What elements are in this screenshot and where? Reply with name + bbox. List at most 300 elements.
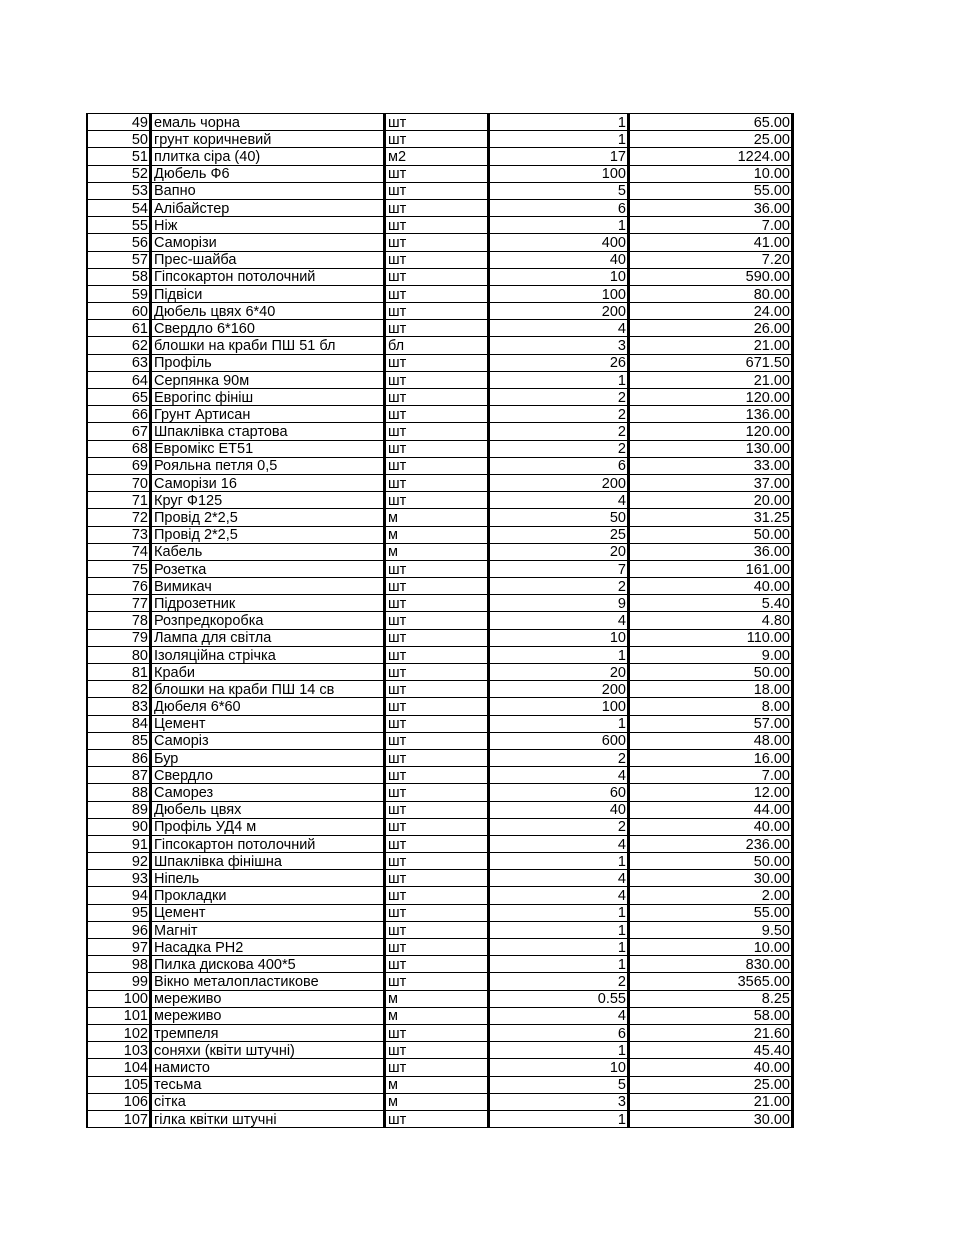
item-quantity: 1 xyxy=(489,921,629,938)
item-name: Шпаклівка фінішна xyxy=(151,853,385,870)
item-amount: 21.60 xyxy=(629,1024,793,1041)
item-amount: 110.00 xyxy=(629,629,793,646)
item-name: Рояльна петля 0,5 xyxy=(151,457,385,474)
table-row xyxy=(87,887,793,904)
item-quantity: 400 xyxy=(489,234,629,251)
item-name: Насадка РН2 xyxy=(151,939,385,956)
item-name: Прес-шайба xyxy=(151,251,385,268)
item-quantity: 1 xyxy=(489,646,629,663)
item-quantity: 3 xyxy=(489,337,629,354)
item-amount: 9.00 xyxy=(629,646,793,663)
item-quantity: 1 xyxy=(489,1042,629,1059)
item-unit: шт xyxy=(385,457,489,474)
item-unit: шт xyxy=(385,715,489,732)
item-name: Вікно металопластикове xyxy=(151,973,385,990)
item-unit: шт xyxy=(385,578,489,595)
item-amount: 50.00 xyxy=(629,664,793,681)
item-quantity: 6 xyxy=(489,199,629,216)
item-quantity: 2 xyxy=(489,749,629,766)
item-amount: 120.00 xyxy=(629,423,793,440)
row-number: 78 xyxy=(87,612,151,629)
item-name: намисто xyxy=(151,1059,385,1076)
item-unit: шт xyxy=(385,767,489,784)
table-row xyxy=(87,474,793,491)
item-quantity: 4 xyxy=(489,835,629,852)
table-row xyxy=(87,457,793,474)
row-number: 75 xyxy=(87,560,151,577)
table-row xyxy=(87,303,793,320)
table-row xyxy=(87,543,793,560)
item-amount: 5.40 xyxy=(629,595,793,612)
item-quantity: 9 xyxy=(489,595,629,612)
item-quantity: 1 xyxy=(489,853,629,870)
item-unit: шт xyxy=(385,732,489,749)
row-number: 83 xyxy=(87,698,151,715)
table-row xyxy=(87,1093,793,1110)
item-unit: м xyxy=(385,543,489,560)
item-quantity: 1 xyxy=(489,1110,629,1127)
row-number: 91 xyxy=(87,835,151,852)
item-quantity: 60 xyxy=(489,784,629,801)
item-amount: 31.25 xyxy=(629,509,793,526)
row-number: 88 xyxy=(87,784,151,801)
item-name: Розпредкоробка xyxy=(151,612,385,629)
table-row xyxy=(87,1059,793,1076)
item-unit: шт xyxy=(385,887,489,904)
item-unit: шт xyxy=(385,217,489,234)
row-number: 55 xyxy=(87,217,151,234)
item-amount: 25.00 xyxy=(629,1076,793,1093)
item-name: Шпаклівка стартова xyxy=(151,423,385,440)
row-number: 58 xyxy=(87,268,151,285)
item-unit: м xyxy=(385,1093,489,1110)
item-unit: м xyxy=(385,1076,489,1093)
item-name: Підвіси xyxy=(151,285,385,302)
item-quantity: 20 xyxy=(489,664,629,681)
item-quantity: 1 xyxy=(489,131,629,148)
table-row xyxy=(87,114,793,131)
item-unit: шт xyxy=(385,698,489,715)
item-name: Еврогіпс фініш xyxy=(151,389,385,406)
item-name: сітка xyxy=(151,1093,385,1110)
row-number: 68 xyxy=(87,440,151,457)
row-number: 86 xyxy=(87,749,151,766)
materials-table xyxy=(86,113,794,1128)
item-amount: 830.00 xyxy=(629,956,793,973)
item-name: блошки на краби ПШ 51 бл xyxy=(151,337,385,354)
row-number: 64 xyxy=(87,371,151,388)
item-unit: шт xyxy=(385,749,489,766)
item-quantity: 10 xyxy=(489,629,629,646)
item-quantity: 4 xyxy=(489,870,629,887)
item-amount: 33.00 xyxy=(629,457,793,474)
row-number: 102 xyxy=(87,1024,151,1041)
row-number: 73 xyxy=(87,526,151,543)
row-number: 49 xyxy=(87,114,151,131)
item-quantity: 4 xyxy=(489,1007,629,1024)
item-unit: шт xyxy=(385,285,489,302)
table-row xyxy=(87,818,793,835)
item-quantity: 4 xyxy=(489,887,629,904)
item-amount: 18.00 xyxy=(629,681,793,698)
table-row xyxy=(87,767,793,784)
item-unit: шт xyxy=(385,560,489,577)
row-number: 92 xyxy=(87,853,151,870)
item-name: Підрозетник xyxy=(151,595,385,612)
item-name: мереживо xyxy=(151,1007,385,1024)
row-number: 84 xyxy=(87,715,151,732)
item-amount: 9.50 xyxy=(629,921,793,938)
item-quantity: 100 xyxy=(489,165,629,182)
item-quantity: 2 xyxy=(489,389,629,406)
item-quantity: 10 xyxy=(489,268,629,285)
item-amount: 30.00 xyxy=(629,1110,793,1127)
item-unit: шт xyxy=(385,853,489,870)
item-name: Ніпель xyxy=(151,870,385,887)
item-unit: шт xyxy=(385,904,489,921)
item-quantity: 1 xyxy=(489,217,629,234)
item-unit: шт xyxy=(385,1059,489,1076)
item-unit: шт xyxy=(385,629,489,646)
row-number: 107 xyxy=(87,1110,151,1127)
item-amount: 7.20 xyxy=(629,251,793,268)
item-quantity: 4 xyxy=(489,612,629,629)
item-quantity: 4 xyxy=(489,767,629,784)
item-amount: 7.00 xyxy=(629,217,793,234)
item-name: Саморізи 16 xyxy=(151,474,385,491)
item-name: Лампа для світла xyxy=(151,629,385,646)
row-number: 61 xyxy=(87,320,151,337)
item-quantity: 0.55 xyxy=(489,990,629,1007)
item-unit: шт xyxy=(385,939,489,956)
row-number: 66 xyxy=(87,406,151,423)
item-name: Бур xyxy=(151,749,385,766)
item-quantity: 6 xyxy=(489,457,629,474)
table-row xyxy=(87,853,793,870)
item-name: Ізоляційна стрічка xyxy=(151,646,385,663)
item-amount: 40.00 xyxy=(629,818,793,835)
item-amount: 20.00 xyxy=(629,492,793,509)
item-amount: 45.40 xyxy=(629,1042,793,1059)
row-number: 101 xyxy=(87,1007,151,1024)
item-name: гілка квітки штучні xyxy=(151,1110,385,1127)
item-quantity: 200 xyxy=(489,303,629,320)
item-amount: 25.00 xyxy=(629,131,793,148)
table-row xyxy=(87,251,793,268)
table-row xyxy=(87,646,793,663)
item-unit: шт xyxy=(385,114,489,131)
row-number: 65 xyxy=(87,389,151,406)
item-amount: 30.00 xyxy=(629,870,793,887)
item-amount: 161.00 xyxy=(629,560,793,577)
item-amount: 55.00 xyxy=(629,904,793,921)
item-amount: 120.00 xyxy=(629,389,793,406)
item-unit: шт xyxy=(385,320,489,337)
item-amount: 65.00 xyxy=(629,114,793,131)
table-row xyxy=(87,784,793,801)
item-quantity: 4 xyxy=(489,492,629,509)
item-name: Краби xyxy=(151,664,385,681)
row-number: 81 xyxy=(87,664,151,681)
item-unit: шт xyxy=(385,1110,489,1127)
table-row xyxy=(87,354,793,371)
item-name: тесьма xyxy=(151,1076,385,1093)
item-amount: 55.00 xyxy=(629,182,793,199)
item-amount: 8.00 xyxy=(629,698,793,715)
row-number: 99 xyxy=(87,973,151,990)
table-row xyxy=(87,870,793,887)
item-unit: шт xyxy=(385,251,489,268)
item-quantity: 2 xyxy=(489,818,629,835)
table-row xyxy=(87,389,793,406)
table-row xyxy=(87,131,793,148)
item-amount: 58.00 xyxy=(629,1007,793,1024)
item-name: Грунт Артисан xyxy=(151,406,385,423)
item-amount: 130.00 xyxy=(629,440,793,457)
table-row xyxy=(87,1042,793,1059)
item-amount: 21.00 xyxy=(629,337,793,354)
table-row xyxy=(87,148,793,165)
row-number: 98 xyxy=(87,956,151,973)
item-quantity: 10 xyxy=(489,1059,629,1076)
item-amount: 57.00 xyxy=(629,715,793,732)
item-name: Саморіз xyxy=(151,732,385,749)
table-row xyxy=(87,698,793,715)
item-amount: 1224.00 xyxy=(629,148,793,165)
item-unit: шт xyxy=(385,440,489,457)
row-number: 74 xyxy=(87,543,151,560)
item-unit: шт xyxy=(385,681,489,698)
row-number: 69 xyxy=(87,457,151,474)
table-row xyxy=(87,285,793,302)
item-quantity: 1 xyxy=(489,939,629,956)
row-number: 57 xyxy=(87,251,151,268)
item-name: Розетка xyxy=(151,560,385,577)
table-row xyxy=(87,732,793,749)
table-row xyxy=(87,1007,793,1024)
item-name: Дюбель цвях 6*40 xyxy=(151,303,385,320)
item-unit: шт xyxy=(385,612,489,629)
item-unit: шт xyxy=(385,835,489,852)
item-quantity: 20 xyxy=(489,543,629,560)
item-name: Ніж xyxy=(151,217,385,234)
item-amount: 50.00 xyxy=(629,526,793,543)
row-number: 67 xyxy=(87,423,151,440)
table-row xyxy=(87,165,793,182)
item-amount: 21.00 xyxy=(629,1093,793,1110)
item-name: Круг Ф125 xyxy=(151,492,385,509)
item-quantity: 3 xyxy=(489,1093,629,1110)
item-quantity: 2 xyxy=(489,578,629,595)
item-amount: 41.00 xyxy=(629,234,793,251)
item-unit: шт xyxy=(385,1024,489,1041)
item-quantity: 200 xyxy=(489,474,629,491)
item-quantity: 40 xyxy=(489,801,629,818)
item-amount: 50.00 xyxy=(629,853,793,870)
item-amount: 24.00 xyxy=(629,303,793,320)
table-row xyxy=(87,990,793,1007)
item-unit: бл xyxy=(385,337,489,354)
item-unit: шт xyxy=(385,956,489,973)
table-row xyxy=(87,801,793,818)
item-unit: шт xyxy=(385,165,489,182)
row-number: 95 xyxy=(87,904,151,921)
item-unit: шт xyxy=(385,131,489,148)
table-row xyxy=(87,560,793,577)
item-quantity: 6 xyxy=(489,1024,629,1041)
item-amount: 4.80 xyxy=(629,612,793,629)
item-unit: шт xyxy=(385,973,489,990)
table-row xyxy=(87,371,793,388)
item-quantity: 40 xyxy=(489,251,629,268)
item-amount: 40.00 xyxy=(629,578,793,595)
row-number: 71 xyxy=(87,492,151,509)
table-row xyxy=(87,337,793,354)
item-unit: шт xyxy=(385,664,489,681)
row-number: 100 xyxy=(87,990,151,1007)
row-number: 90 xyxy=(87,818,151,835)
item-name: Провід 2*2,5 xyxy=(151,509,385,526)
item-quantity: 1 xyxy=(489,371,629,388)
item-name: плитка сіра (40) xyxy=(151,148,385,165)
row-number: 103 xyxy=(87,1042,151,1059)
item-name: Прокладки xyxy=(151,887,385,904)
table-row xyxy=(87,956,793,973)
item-quantity: 17 xyxy=(489,148,629,165)
item-unit: шт xyxy=(385,870,489,887)
item-quantity: 5 xyxy=(489,1076,629,1093)
row-number: 50 xyxy=(87,131,151,148)
row-number: 72 xyxy=(87,509,151,526)
row-number: 60 xyxy=(87,303,151,320)
table-row xyxy=(87,406,793,423)
item-unit: шт xyxy=(385,371,489,388)
item-quantity: 1 xyxy=(489,715,629,732)
item-name: Свердло xyxy=(151,767,385,784)
item-quantity: 2 xyxy=(489,973,629,990)
item-name: Профіль xyxy=(151,354,385,371)
row-number: 80 xyxy=(87,646,151,663)
row-number: 56 xyxy=(87,234,151,251)
item-unit: м xyxy=(385,990,489,1007)
table-row xyxy=(87,904,793,921)
item-name: Алібайстер xyxy=(151,199,385,216)
item-name: соняхи (квіти штучні) xyxy=(151,1042,385,1059)
item-amount: 36.00 xyxy=(629,199,793,216)
row-number: 59 xyxy=(87,285,151,302)
item-quantity: 2 xyxy=(489,423,629,440)
item-unit: шт xyxy=(385,303,489,320)
item-unit: шт xyxy=(385,268,489,285)
item-name: Евромікс ЕТ51 xyxy=(151,440,385,457)
item-quantity: 4 xyxy=(489,320,629,337)
table-row xyxy=(87,973,793,990)
row-number: 97 xyxy=(87,939,151,956)
item-quantity: 26 xyxy=(489,354,629,371)
table-row xyxy=(87,664,793,681)
item-unit: шт xyxy=(385,784,489,801)
item-quantity: 50 xyxy=(489,509,629,526)
item-name: Магніт xyxy=(151,921,385,938)
item-name: Цемент xyxy=(151,715,385,732)
item-unit: шт xyxy=(385,199,489,216)
item-name: Саморізи xyxy=(151,234,385,251)
item-unit: шт xyxy=(385,1042,489,1059)
item-unit: шт xyxy=(385,492,489,509)
item-amount: 3565.00 xyxy=(629,973,793,990)
table-row xyxy=(87,629,793,646)
item-name: Дюбель Ф6 xyxy=(151,165,385,182)
row-number: 82 xyxy=(87,681,151,698)
item-quantity: 1 xyxy=(489,904,629,921)
item-amount: 48.00 xyxy=(629,732,793,749)
item-name: Дюбель цвях xyxy=(151,801,385,818)
item-unit: м2 xyxy=(385,148,489,165)
row-number: 106 xyxy=(87,1093,151,1110)
item-name: Вапно xyxy=(151,182,385,199)
item-quantity: 5 xyxy=(489,182,629,199)
table-row xyxy=(87,199,793,216)
item-name: тремпеля xyxy=(151,1024,385,1041)
table-row xyxy=(87,182,793,199)
row-number: 89 xyxy=(87,801,151,818)
item-amount: 80.00 xyxy=(629,285,793,302)
table-row xyxy=(87,921,793,938)
item-quantity: 200 xyxy=(489,681,629,698)
row-number: 105 xyxy=(87,1076,151,1093)
table-row xyxy=(87,939,793,956)
table-row xyxy=(87,234,793,251)
item-quantity: 100 xyxy=(489,698,629,715)
item-unit: шт xyxy=(385,595,489,612)
item-name: Профіль УД4 м xyxy=(151,818,385,835)
item-amount: 40.00 xyxy=(629,1059,793,1076)
row-number: 62 xyxy=(87,337,151,354)
item-amount: 590.00 xyxy=(629,268,793,285)
item-unit: шт xyxy=(385,921,489,938)
item-amount: 10.00 xyxy=(629,165,793,182)
item-unit: шт xyxy=(385,234,489,251)
table-row xyxy=(87,835,793,852)
item-amount: 12.00 xyxy=(629,784,793,801)
row-number: 79 xyxy=(87,629,151,646)
item-name: емаль чорна xyxy=(151,114,385,131)
item-amount: 36.00 xyxy=(629,543,793,560)
item-name: Кабель xyxy=(151,543,385,560)
table-row xyxy=(87,217,793,234)
item-unit: м xyxy=(385,1007,489,1024)
item-unit: шт xyxy=(385,182,489,199)
item-unit: м xyxy=(385,526,489,543)
row-number: 51 xyxy=(87,148,151,165)
table-row xyxy=(87,320,793,337)
row-number: 77 xyxy=(87,595,151,612)
table-row xyxy=(87,1024,793,1041)
item-unit: шт xyxy=(385,423,489,440)
item-amount: 16.00 xyxy=(629,749,793,766)
item-name: Дюбеля 6*60 xyxy=(151,698,385,715)
item-unit: шт xyxy=(385,389,489,406)
table-row xyxy=(87,268,793,285)
table-row xyxy=(87,749,793,766)
row-number: 104 xyxy=(87,1059,151,1076)
row-number: 76 xyxy=(87,578,151,595)
item-unit: м xyxy=(385,509,489,526)
item-quantity: 25 xyxy=(489,526,629,543)
item-amount: 26.00 xyxy=(629,320,793,337)
item-quantity: 600 xyxy=(489,732,629,749)
item-amount: 37.00 xyxy=(629,474,793,491)
